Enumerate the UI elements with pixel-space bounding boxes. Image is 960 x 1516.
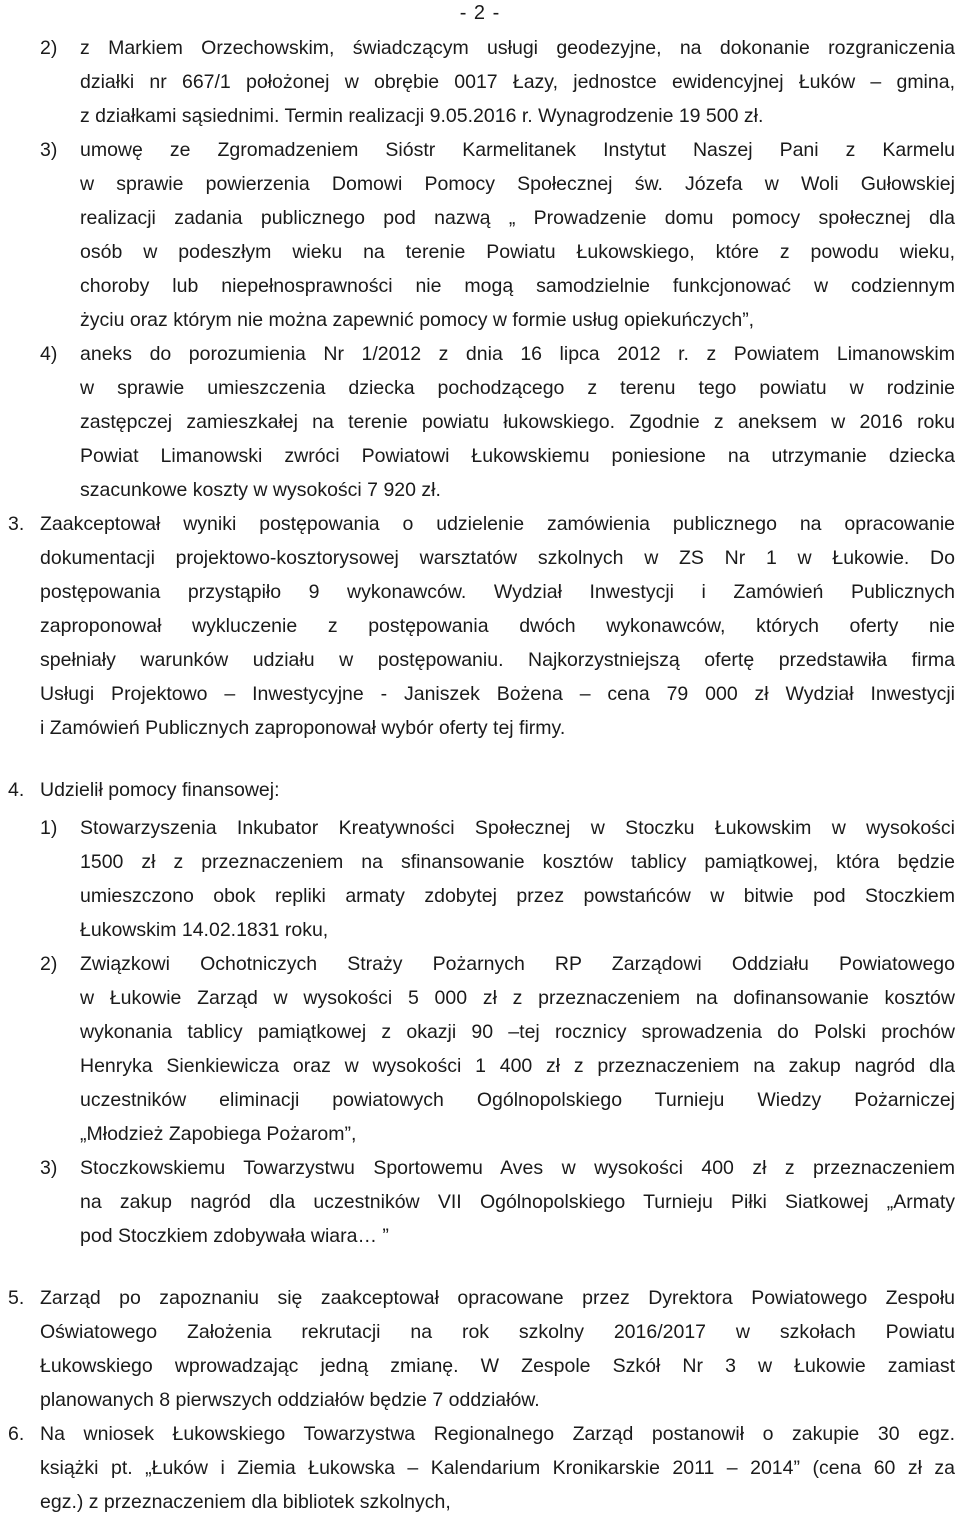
paragraph-line: postępowania przystąpiło 9 wykonawców. Wydział Inwestycji i Zamówień Publicznych: [40, 581, 955, 603]
paragraph-line: umieszczono obok repliki armaty zdobytej przez powstańców w bitwie pod Stoczkiem: [80, 885, 955, 907]
paragraph-line: dokumentacji projektowo-kosztorysowej warsztatów szkolnych w ZS Nr 1 w Łukowie. Do: [40, 547, 955, 569]
paragraph-line: umowę ze Zgromadzeniem Sióstr Karmelitanek Instytut Naszej Pani z Karmelu: [80, 139, 955, 161]
paragraph-line: Usługi Projektowo – Inwestycyjne - Janiszek Bożena – cena 79 000 zł Wydział Inwestycji: [40, 683, 955, 705]
list-number: 3.: [8, 513, 25, 535]
paragraph-line: Związkowi Ochotniczych Straży Pożarnych RP Zarządowi Oddziału Powiatowego: [80, 953, 955, 975]
paragraph-line: życiu oraz którym nie można zapewnić pomocy w formie usług opiekuńczych”,: [80, 309, 755, 331]
paragraph-line: osób w podeszłym wieku na terenie Powiatu Łukowskiego, które z powodu wieku,: [80, 241, 955, 263]
list-number: 1): [40, 817, 58, 839]
list-number: 2): [40, 37, 58, 59]
list-number: 4): [40, 343, 58, 365]
paragraph-line: Powiat Limanowski zwróci Powiatowi Łukowskiemu poniesione na utrzymanie dziecka: [80, 445, 955, 467]
paragraph-line: Łukowskiego wprowadzając jedną zmianę. W Zespole Szkół Nr 3 w Łukowie zamiast: [40, 1355, 955, 1377]
paragraph-line: i Zamówień Publicznych zaproponował wybór oferty tej firmy.: [40, 717, 566, 739]
paragraph-line: pod Stoczkiem zdobywała wiara… ”: [80, 1225, 389, 1247]
paragraph-line: „Młodzież Zapobiega Pożarom”,: [80, 1123, 357, 1145]
paragraph-line: planowanych 8 pierwszych oddziałów będzie 7 oddziałów.: [40, 1389, 540, 1411]
paragraph-line: Łukowskim 14.02.1831 roku,: [80, 919, 329, 941]
paragraph-line: w Łukowie Zarząd w wysokości 5 000 zł z przeznaczeniem na dofinansowanie kosztów: [80, 987, 955, 1009]
page-number: - 2 -: [459, 2, 501, 24]
paragraph-line: Oświatowego Założenia rekrutacji na rok szkolny 2016/2017 w szkołach Powiatu: [40, 1321, 955, 1343]
paragraph-line: aneks do porozumienia Nr 1/2012 z dnia 16 lipca 2012 r. z Powiatem Limanowskim: [80, 343, 955, 365]
paragraph-line: choroby lub niepełnosprawności nie mogą samodzielnie funkcjonować w codziennym: [80, 275, 955, 297]
paragraph-line: Na wniosek Łukowskiego Towarzystwa Regionalnego Zarząd postanowił o zakupie 30 egz.: [40, 1423, 955, 1445]
paragraph-line: Stowarzyszenia Inkubator Kreatywności Społecznej w Stoczku Łukowskim w wysokości: [80, 817, 955, 839]
list-number: 2): [40, 953, 58, 975]
list-number: 6.: [8, 1423, 25, 1445]
paragraph-line: z działkami sąsiednimi. Termin realizacji 9.05.2016 r. Wynagrodzenie 19 500 zł.: [80, 105, 764, 127]
paragraph-line: Zaakceptował wyniki postępowania o udzielenie zamówienia publicznego na opracowanie: [40, 513, 955, 535]
paragraph-line: książki pt. „Łuków i Ziemia Łukowska – Kalendarium Kronikarskie 2011 – 2014” (cena 60 zł za: [40, 1457, 955, 1479]
list-number: 3): [40, 139, 58, 161]
paragraph-line: na zakup nagród dla uczestników VII Ogólnopolskiego Turnieju Piłki Siatkowej „Armaty: [80, 1191, 955, 1213]
paragraph-line: uczestników eliminacji powiatowych Ogólnopolskiego Turnieju Wiedzy Pożarniczej: [80, 1089, 955, 1111]
paragraph-line: wykonania tablicy pamiątkowej z okazji 90 –tej rocznicy sprowadzenia do Polski prochów: [80, 1021, 955, 1043]
paragraph-line: szacunkowe koszty w wysokości 7 920 zł.: [80, 479, 441, 501]
paragraph-line: zaproponował wykluczenie z postępowania dwóch wykonawców, których oferty nie: [40, 615, 955, 637]
paragraph-line: Stoczkowskiemu Towarzystwu Sportowemu Aves w wysokości 400 zł z przeznaczeniem: [80, 1157, 955, 1179]
list-number: 4.: [8, 779, 25, 801]
paragraph-line: z Markiem Orzechowskim, świadczącym usługi geodezyjne, na dokonanie rozgraniczenia: [80, 37, 955, 59]
paragraph-line: zastępczej zamieszkałej na terenie powiatu łukowskiego. Zgodnie z aneksem w 2016 roku: [80, 411, 955, 433]
section-heading: Udzielił pomocy finansowej:: [40, 779, 280, 801]
paragraph-line: realizacji zadania publicznego pod nazwą „ Prowadzenie domu pomocy społecznej dla: [80, 207, 955, 229]
paragraph-line: w sprawie powierzenia Domowi Pomocy Społecznej św. Józefa w Woli Gułowskiej: [80, 173, 955, 195]
list-number: 5.: [8, 1287, 25, 1309]
paragraph-line: Zarząd po zapoznaniu się zaakceptował opracowane przez Dyrektora Powiatowego Zespołu: [40, 1287, 955, 1309]
paragraph-line: 1500 zł z przeznaczeniem na sfinansowanie kosztów tablicy pamiątkowej, która będzie: [80, 851, 955, 873]
paragraph-line: egz.) z przeznaczeniem dla bibliotek szkolnych,: [40, 1491, 451, 1513]
paragraph-line: działki nr 667/1 położonej w obrębie 0017 Łazy, jednostce ewidencyjnej Łuków – gmina,: [80, 71, 955, 93]
paragraph-line: w sprawie umieszczenia dziecka pochodzącego z terenu tego powiatu w rodzinie: [80, 377, 955, 399]
list-number: 3): [40, 1157, 58, 1179]
paragraph-line: Henryka Sienkiewicza oraz w wysokości 1 400 zł z przeznaczeniem na zakup nagród dla: [80, 1055, 955, 1077]
paragraph-line: spełniały warunków udziału w postępowaniu. Najkorzystniejszą ofertę przedstawiła firma: [40, 649, 955, 671]
